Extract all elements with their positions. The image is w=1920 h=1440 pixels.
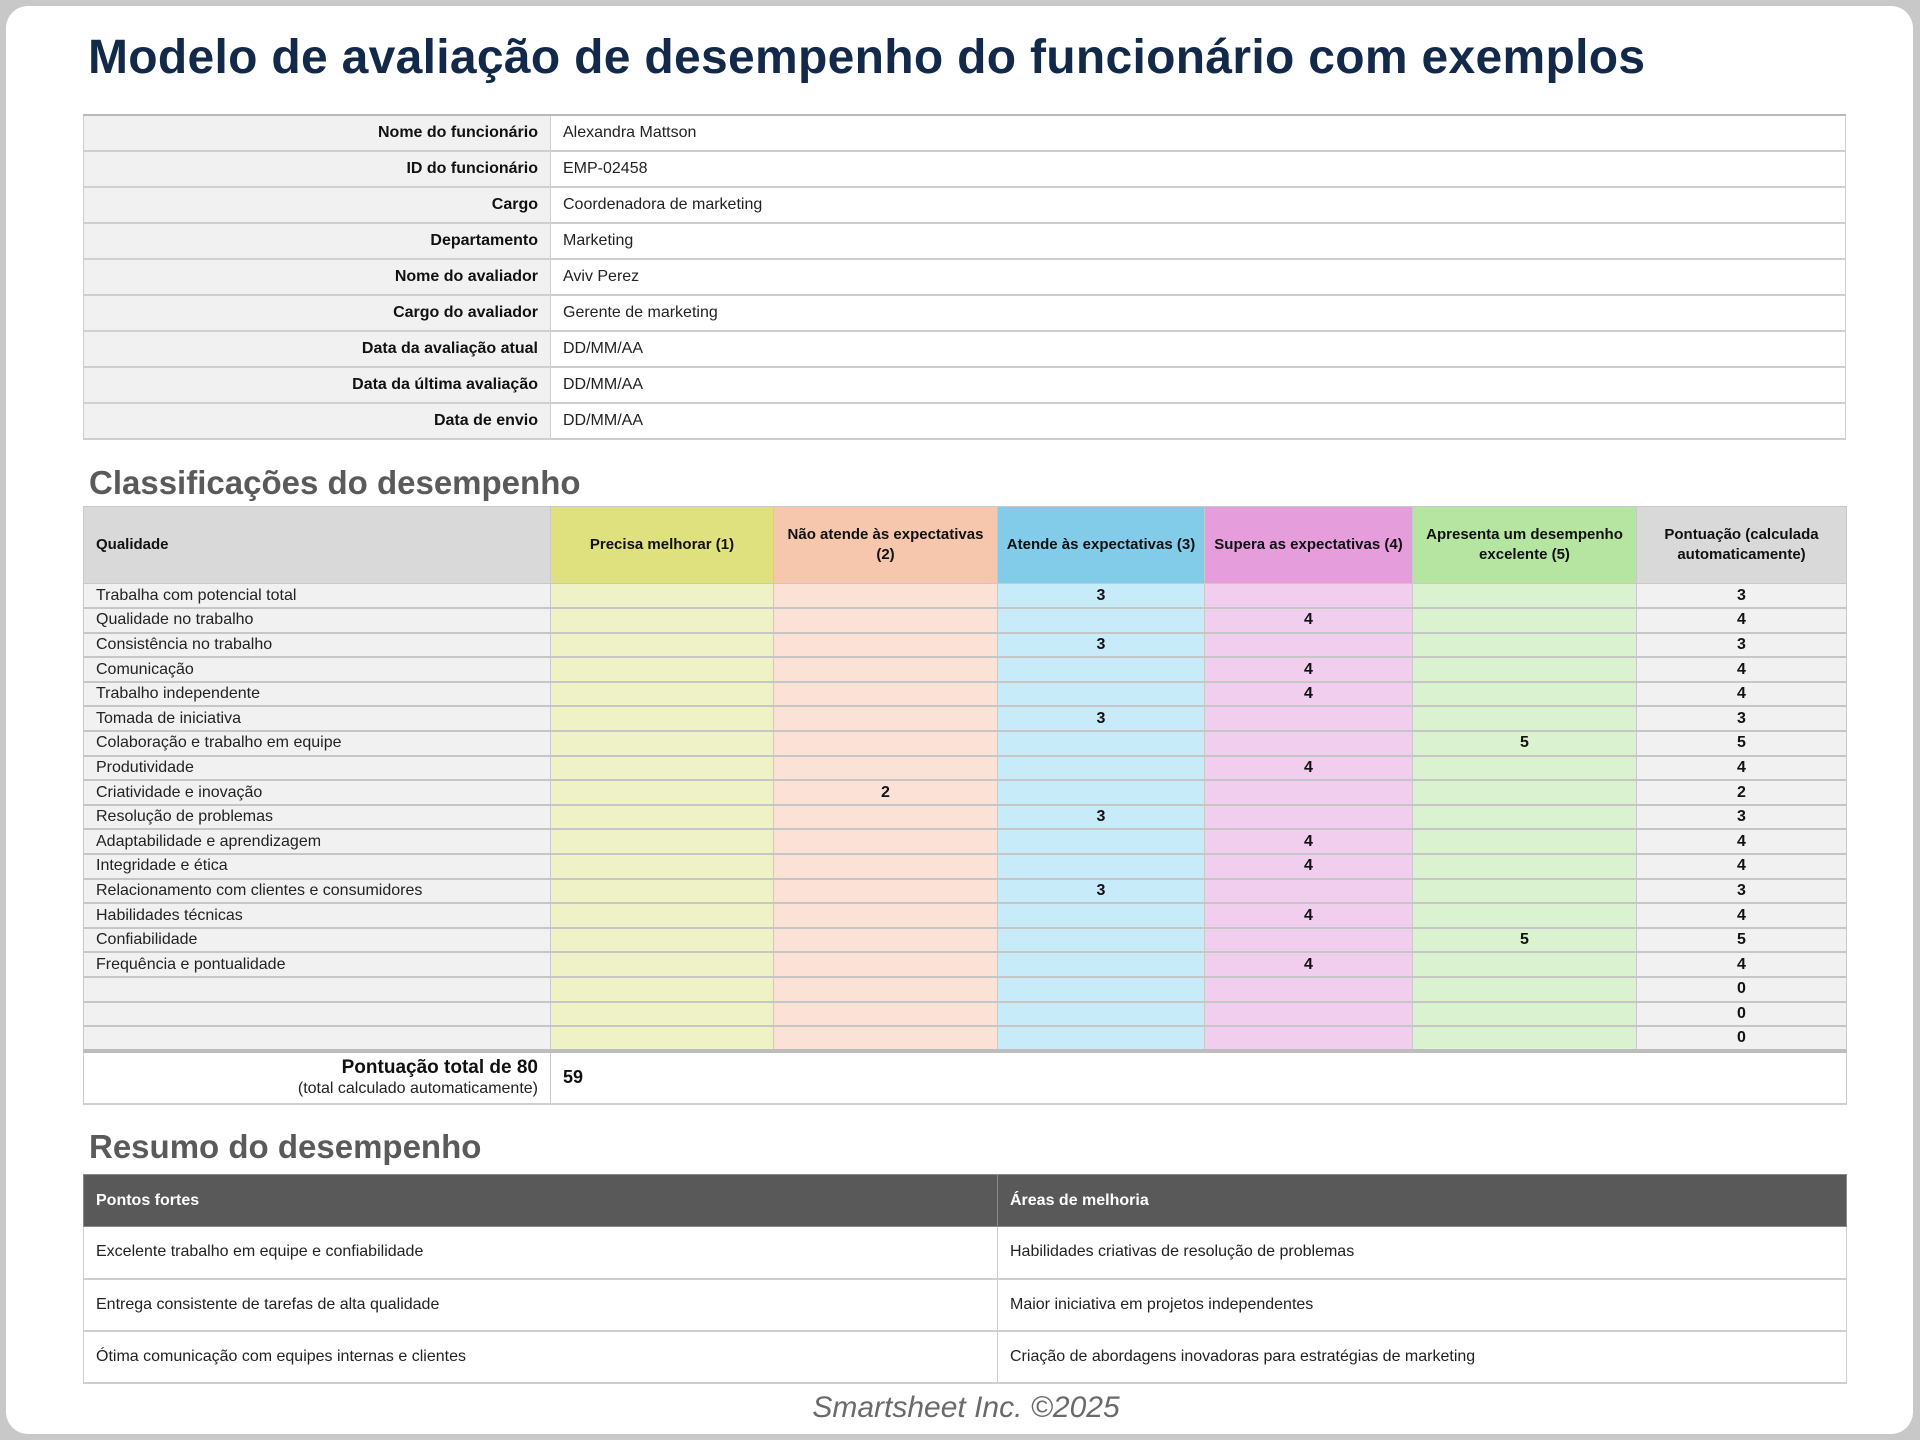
- rating-cell-5[interactable]: [1413, 682, 1637, 707]
- rating-cell-3[interactable]: 3: [998, 706, 1205, 731]
- rating-cell-2[interactable]: [774, 928, 998, 953]
- column-header-outstanding: Apresenta um desempenho excelente (5): [1413, 507, 1637, 584]
- page-title: Modelo de avaliação de desempenho do funcionário com exemplos: [88, 31, 1646, 84]
- info-value-field[interactable]: DD/MM/AA: [551, 331, 1846, 367]
- quality-label[interactable]: [84, 1026, 551, 1051]
- rating-cell-3[interactable]: 3: [998, 805, 1205, 830]
- rating-cell-4[interactable]: 4: [1205, 682, 1413, 707]
- rating-cell-1[interactable]: [551, 780, 774, 805]
- quality-label[interactable]: Confiabilidade: [84, 928, 551, 953]
- rating-cell-4[interactable]: [1205, 1026, 1413, 1051]
- column-header-improvement-areas: Áreas de melhoria: [998, 1175, 1847, 1227]
- rating-cell-5[interactable]: [1413, 854, 1637, 879]
- rating-row: [84, 805, 1847, 830]
- summary-row: [84, 1227, 1847, 1279]
- score-cell: 4: [1637, 952, 1847, 977]
- info-value-field[interactable]: EMP-02458: [551, 151, 1846, 187]
- info-label: Nome do avaliador: [84, 259, 551, 295]
- rating-cell-2[interactable]: [774, 657, 998, 682]
- quality-label[interactable]: Integridade e ética: [84, 854, 551, 879]
- summary-header-row: [84, 1175, 1847, 1227]
- info-label: Departamento: [84, 223, 551, 259]
- info-row: [84, 115, 1846, 151]
- quality-label[interactable]: Adaptabilidade e aprendizagem: [84, 829, 551, 854]
- rating-cell-5[interactable]: [1413, 829, 1637, 854]
- rating-cell-2[interactable]: [774, 608, 998, 633]
- rating-cell-1[interactable]: [551, 608, 774, 633]
- score-cell: 3: [1637, 584, 1847, 609]
- score-cell: 0: [1637, 977, 1847, 1002]
- rating-cell-5[interactable]: [1413, 608, 1637, 633]
- column-header-strengths: Pontos fortes: [84, 1175, 998, 1227]
- score-cell: 0: [1637, 1002, 1847, 1027]
- rating-cell-3[interactable]: 3: [998, 584, 1205, 609]
- total-score-row: [84, 1051, 1847, 1104]
- info-value-field[interactable]: Gerente de marketing: [551, 295, 1846, 331]
- info-row: [84, 367, 1846, 403]
- rating-cell-2[interactable]: [774, 952, 998, 977]
- rating-cell-4[interactable]: 4: [1205, 829, 1413, 854]
- rating-row: [84, 903, 1847, 928]
- rating-cell-5[interactable]: [1413, 584, 1637, 609]
- quality-label[interactable]: Criatividade e inovação: [84, 780, 551, 805]
- rating-row: [84, 657, 1847, 682]
- rating-cell-5[interactable]: [1413, 903, 1637, 928]
- summary-table: [83, 1174, 1847, 1384]
- info-label: Data de envio: [84, 403, 551, 439]
- score-cell: 4: [1637, 756, 1847, 781]
- rating-cell-3[interactable]: 3: [998, 633, 1205, 658]
- rating-row: [84, 854, 1847, 879]
- info-value-field[interactable]: DD/MM/AA: [551, 367, 1846, 403]
- quality-label[interactable]: [84, 977, 551, 1002]
- rating-row: [84, 682, 1847, 707]
- rating-cell-2[interactable]: [774, 706, 998, 731]
- rating-cell-4[interactable]: [1205, 633, 1413, 658]
- score-cell: 4: [1637, 682, 1847, 707]
- improvement-cell[interactable]: Maior iniciativa em projetos independentes: [998, 1279, 1847, 1331]
- rating-cell-1[interactable]: [551, 706, 774, 731]
- quality-label[interactable]: Resolução de problemas: [84, 805, 551, 830]
- info-label: Data da última avaliação: [84, 367, 551, 403]
- info-row: [84, 223, 1846, 259]
- rating-cell-2[interactable]: [774, 829, 998, 854]
- rating-cell-4[interactable]: 4: [1205, 854, 1413, 879]
- quality-label[interactable]: Relacionamento com clientes e consumidores: [84, 879, 551, 904]
- score-cell: 4: [1637, 829, 1847, 854]
- strength-cell[interactable]: Ótima comunicação com equipes internas e clientes: [84, 1331, 998, 1383]
- summary-row: [84, 1331, 1847, 1383]
- info-value-field[interactable]: Coordenadora de marketing: [551, 187, 1846, 223]
- info-row: [84, 331, 1846, 367]
- rating-cell-5[interactable]: [1413, 805, 1637, 830]
- rating-cell-3[interactable]: [998, 1002, 1205, 1027]
- column-header-score: Pontuação (calculada automaticamente): [1637, 507, 1847, 584]
- rating-cell-3[interactable]: [998, 657, 1205, 682]
- quality-label[interactable]: Tomada de iniciativa: [84, 706, 551, 731]
- score-cell: 3: [1637, 805, 1847, 830]
- rating-cell-2[interactable]: [774, 854, 998, 879]
- rating-cell-5[interactable]: 5: [1413, 731, 1637, 756]
- ratings-header-row: [84, 507, 1847, 584]
- total-score-title: Pontuação total de 80: [341, 1056, 538, 1078]
- rating-cell-3[interactable]: [998, 854, 1205, 879]
- column-header-meets: Atende às expectativas (3): [998, 507, 1205, 584]
- rating-cell-1[interactable]: [551, 657, 774, 682]
- rating-row: [84, 633, 1847, 658]
- rating-cell-4[interactable]: [1205, 706, 1413, 731]
- column-header-quality: Qualidade: [84, 507, 551, 584]
- score-cell: 4: [1637, 854, 1847, 879]
- rating-row: [84, 780, 1847, 805]
- rating-cell-1[interactable]: [551, 633, 774, 658]
- rating-cell-1[interactable]: [551, 854, 774, 879]
- rating-cell-3[interactable]: [998, 731, 1205, 756]
- score-cell: 2: [1637, 780, 1847, 805]
- rating-cell-1[interactable]: [551, 756, 774, 781]
- rating-cell-4[interactable]: [1205, 805, 1413, 830]
- summary-row: [84, 1279, 1847, 1331]
- rating-cell-3[interactable]: [998, 608, 1205, 633]
- quality-label[interactable]: Colaboração e trabalho em equipe: [84, 731, 551, 756]
- quality-label[interactable]: Qualidade no trabalho: [84, 608, 551, 633]
- score-cell: 4: [1637, 903, 1847, 928]
- rating-cell-4[interactable]: 4: [1205, 608, 1413, 633]
- info-value-field[interactable]: DD/MM/AA: [551, 403, 1846, 439]
- improvement-cell[interactable]: Criação de abordagens inovadoras para estratégias de marketing: [998, 1331, 1847, 1383]
- rating-cell-4[interactable]: 4: [1205, 756, 1413, 781]
- rating-cell-3[interactable]: [998, 682, 1205, 707]
- improvement-cell[interactable]: Habilidades criativas de resolução de problemas: [998, 1227, 1847, 1279]
- rating-row: [84, 706, 1847, 731]
- summary-section-title: Resumo do desempenho: [89, 1128, 482, 1165]
- rating-cell-5[interactable]: [1413, 657, 1637, 682]
- info-label: Cargo: [84, 187, 551, 223]
- rating-cell-3[interactable]: [998, 1026, 1205, 1051]
- info-value-field[interactable]: Aviv Perez: [551, 259, 1846, 295]
- ratings-section-title: Classificações do desempenho: [89, 464, 581, 501]
- info-label: Data da avaliação atual: [84, 331, 551, 367]
- rating-cell-1[interactable]: [551, 584, 774, 609]
- info-value-field[interactable]: Marketing: [551, 223, 1846, 259]
- rating-row: [84, 952, 1847, 977]
- rating-row: [84, 584, 1847, 609]
- rating-cell-1[interactable]: [551, 731, 774, 756]
- rating-cell-1[interactable]: [551, 1026, 774, 1051]
- rating-cell-5[interactable]: [1413, 706, 1637, 731]
- rating-cell-5[interactable]: [1413, 633, 1637, 658]
- rating-cell-3[interactable]: [998, 829, 1205, 854]
- column-header-does-not-meet: Não atende às expectativas (2): [774, 507, 998, 584]
- rating-cell-3[interactable]: [998, 952, 1205, 977]
- rating-row: [84, 928, 1847, 953]
- rating-row: [84, 756, 1847, 781]
- rating-cell-2[interactable]: [774, 584, 998, 609]
- rating-cell-2[interactable]: [774, 1026, 998, 1051]
- rating-cell-4[interactable]: [1205, 731, 1413, 756]
- strength-cell[interactable]: Entrega consistente de tarefas de alta qualidade: [84, 1279, 998, 1331]
- rating-cell-1[interactable]: [551, 977, 774, 1002]
- rating-cell-4[interactable]: [1205, 1002, 1413, 1027]
- score-cell: 4: [1637, 608, 1847, 633]
- quality-label[interactable]: Produtividade: [84, 756, 551, 781]
- score-cell: 5: [1637, 731, 1847, 756]
- rating-cell-1[interactable]: [551, 879, 774, 904]
- rating-row: [84, 1026, 1847, 1051]
- rating-cell-3[interactable]: [998, 928, 1205, 953]
- rating-cell-5[interactable]: 5: [1413, 928, 1637, 953]
- rating-cell-5[interactable]: [1413, 879, 1637, 904]
- rating-cell-2[interactable]: [774, 1002, 998, 1027]
- score-cell: 5: [1637, 928, 1847, 953]
- rating-cell-4[interactable]: [1205, 928, 1413, 953]
- rating-cell-4[interactable]: [1205, 780, 1413, 805]
- score-cell: 3: [1637, 706, 1847, 731]
- rating-cell-2[interactable]: 2: [774, 780, 998, 805]
- total-score-label: [84, 1051, 551, 1104]
- total-score-note: (total calculado automaticamente): [297, 1079, 538, 1097]
- score-cell: 4: [1637, 657, 1847, 682]
- rating-cell-2[interactable]: [774, 682, 998, 707]
- info-value-field[interactable]: Alexandra Mattson: [551, 115, 1846, 151]
- rating-cell-2[interactable]: [774, 977, 998, 1002]
- rating-cell-2[interactable]: [774, 805, 998, 830]
- score-cell: 3: [1637, 633, 1847, 658]
- quality-label[interactable]: Trabalha com potencial total: [84, 584, 551, 609]
- quality-label[interactable]: Habilidades técnicas: [84, 903, 551, 928]
- rating-cell-1[interactable]: [551, 1002, 774, 1027]
- rating-cell-2[interactable]: [774, 903, 998, 928]
- rating-cell-3[interactable]: [998, 756, 1205, 781]
- rating-row: [84, 829, 1847, 854]
- copyright-footer: Smartsheet Inc. ©2025: [812, 1391, 1120, 1424]
- quality-label[interactable]: Trabalho independente: [84, 682, 551, 707]
- rating-cell-4[interactable]: 4: [1205, 657, 1413, 682]
- rating-cell-1[interactable]: [551, 682, 774, 707]
- employee-info-table: [83, 114, 1846, 440]
- info-label: ID do funcionário: [84, 151, 551, 187]
- rating-cell-2[interactable]: [774, 731, 998, 756]
- rating-cell-2[interactable]: [774, 879, 998, 904]
- rating-cell-3[interactable]: [998, 977, 1205, 1002]
- info-row: [84, 403, 1846, 439]
- rating-row: [84, 977, 1847, 1002]
- rating-cell-4[interactable]: [1205, 584, 1413, 609]
- rating-cell-3[interactable]: 3: [998, 879, 1205, 904]
- rating-cell-4[interactable]: 4: [1205, 952, 1413, 977]
- rating-cell-1[interactable]: [551, 928, 774, 953]
- quality-label[interactable]: Comunicação: [84, 657, 551, 682]
- rating-row: [84, 608, 1847, 633]
- rating-cell-3[interactable]: [998, 903, 1205, 928]
- rating-cell-2[interactable]: [774, 633, 998, 658]
- rating-row: [84, 879, 1847, 904]
- rating-cell-5[interactable]: [1413, 756, 1637, 781]
- rating-cell-4[interactable]: 4: [1205, 903, 1413, 928]
- info-row: [84, 295, 1846, 331]
- info-row: [84, 187, 1846, 223]
- column-header-exceeds: Supera as expectativas (4): [1205, 507, 1413, 584]
- quality-label[interactable]: Consistência no trabalho: [84, 633, 551, 658]
- rating-cell-1[interactable]: [551, 805, 774, 830]
- info-row: [84, 259, 1846, 295]
- rating-row: [84, 1002, 1847, 1027]
- column-header-needs-improvement: Precisa melhorar (1): [551, 507, 774, 584]
- rating-cell-4[interactable]: [1205, 879, 1413, 904]
- rating-cell-5[interactable]: [1413, 952, 1637, 977]
- rating-cell-3[interactable]: [998, 780, 1205, 805]
- rating-cell-5[interactable]: [1413, 977, 1637, 1002]
- info-label: Cargo do avaliador: [84, 295, 551, 331]
- rating-cell-1[interactable]: [551, 829, 774, 854]
- document-page: [6, 6, 1913, 1434]
- rating-cell-2[interactable]: [774, 756, 998, 781]
- rating-cell-5[interactable]: [1413, 780, 1637, 805]
- ratings-table: [83, 506, 1847, 1105]
- score-cell: 3: [1637, 879, 1847, 904]
- info-label: Nome do funcionário: [84, 115, 551, 151]
- quality-label[interactable]: Frequência e pontualidade: [84, 952, 551, 977]
- rating-cell-1[interactable]: [551, 903, 774, 928]
- rating-cell-1[interactable]: [551, 952, 774, 977]
- info-row: [84, 151, 1846, 187]
- rating-cell-4[interactable]: [1205, 977, 1413, 1002]
- rating-cell-5[interactable]: [1413, 1026, 1637, 1051]
- rating-row: [84, 731, 1847, 756]
- score-cell: 0: [1637, 1026, 1847, 1051]
- rating-cell-5[interactable]: [1413, 1002, 1637, 1027]
- total-score-value[interactable]: 59: [551, 1051, 1847, 1104]
- quality-label[interactable]: [84, 1002, 551, 1027]
- strength-cell[interactable]: Excelente trabalho em equipe e confiabilidade: [84, 1227, 998, 1279]
